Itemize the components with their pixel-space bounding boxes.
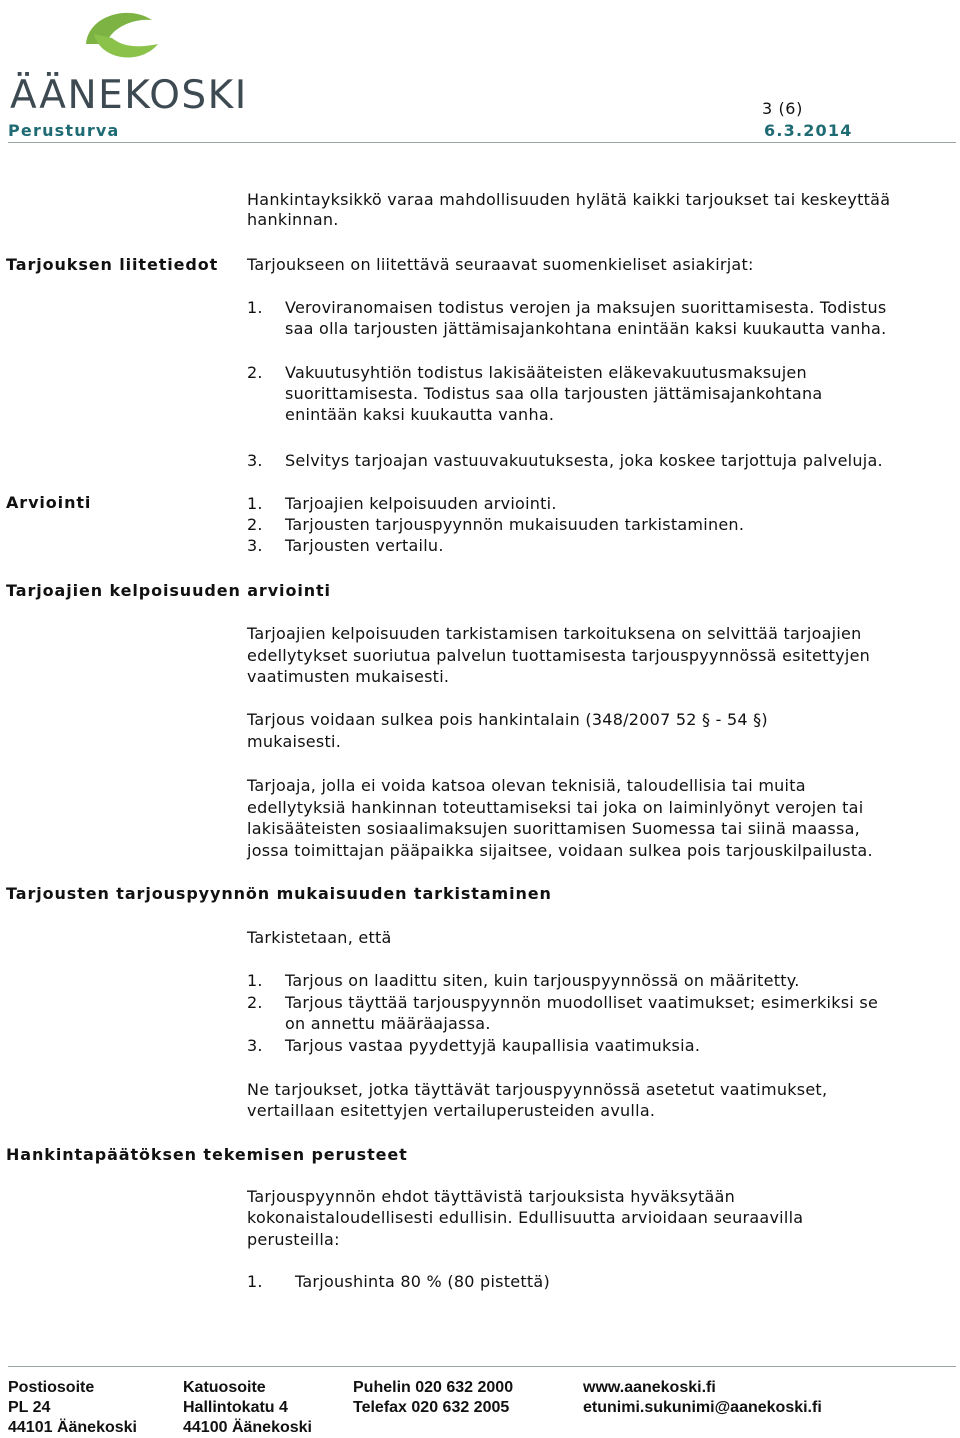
footer-street-label: Katuosoite: [183, 1379, 266, 1396]
header-divider: [8, 142, 956, 143]
footer-street-city: 44100 Äänekoski: [183, 1419, 312, 1436]
footer-email-link[interactable]: etunimi.sukunimi@aanekoski.fi: [583, 1399, 822, 1416]
evaluation-1-number: 1.: [247, 494, 263, 513]
criterion-1-text: Tarjoushinta 80 % (80 pistettä): [295, 1272, 550, 1291]
document-date: 6.3.2014: [764, 121, 853, 140]
evaluation-2-text: Tarjousten tarjouspyynnön mukaisuuden tarkistaminen.: [285, 515, 745, 534]
section-heading-attachments: Tarjouksen liitetiedot: [6, 255, 219, 274]
attachment-2-number: 2.: [247, 363, 263, 382]
attachments-intro: Tarjoukseen on liitettävä seuraavat suomenkieliset asiakirjat:: [247, 255, 754, 274]
eligibility-p1-line-1: Tarjoajien kelpoisuuden tarkistamisen tarkoituksena on selvittää tarjoajien: [247, 624, 862, 643]
footer-divider: [8, 1366, 956, 1367]
conformity-1-number: 1.: [247, 971, 263, 990]
eligibility-p3-line-2: edellytyksiä hankinnan toteuttamiseksi tai joka on laiminlyönyt verojen tai: [247, 798, 864, 817]
footer-street-address: Hallintokatu 4: [183, 1399, 288, 1416]
conformity-intro: Tarkistetaan, että: [247, 928, 392, 947]
conformity-closing-line-1: Ne tarjoukset, jotka täyttävät tarjouspyynnössä asetetut vaatimukset,: [247, 1080, 828, 1099]
footer-phone: Puhelin 020 632 2000: [353, 1379, 514, 1396]
conformity-2-number: 2.: [247, 993, 263, 1012]
eligibility-p2-line-1: Tarjous voidaan sulkea pois hankintalain (348/2007 52 § - 54 §): [247, 710, 768, 729]
footer-postal-box: PL 24: [8, 1399, 51, 1416]
conformity-1-line-1: Tarjous on laadittu siten, kuin tarjouspyynnössä on määritetty.: [285, 971, 800, 990]
attachment-1-line-2: saa olla tarjousten jättämisajankohtana enintään kaksi kuukautta vanha.: [285, 319, 887, 338]
footer-fax: Telefax 020 632 2005: [353, 1399, 510, 1416]
section-heading-evaluation: Arviointi: [6, 493, 92, 512]
conformity-2-line-2: on annettu määräajassa.: [285, 1014, 491, 1033]
evaluation-2-number: 2.: [247, 515, 263, 534]
conformity-3-line-1: Tarjous vastaa pyydettyjä kaupallisia vaatimuksia.: [285, 1036, 701, 1055]
conformity-2-line-1: Tarjous täyttää tarjouspyynnön muodolliset vaatimukset; esimerkiksi se: [285, 993, 879, 1012]
decision-line-1: Tarjouspyynnön ehdot täyttävistä tarjouksista hyväksytään: [247, 1187, 736, 1206]
section-heading-conformity: Tarjousten tarjouspyynnön mukaisuuden tarkistaminen: [6, 884, 552, 903]
eligibility-p3-line-4: jossa toimittajan pääpaikka sijaitsee, voidaan sulkea pois tarjouskilpailusta.: [247, 841, 873, 860]
conformity-closing-line-2: vertaillaan esitettyjen vertailuperusteiden avulla.: [247, 1101, 656, 1120]
aanekoski-logo: [8, 4, 248, 112]
footer-postal-city: 44101 Äänekoski: [8, 1419, 137, 1436]
section-heading-eligibility: Tarjoajien kelpoisuuden arviointi: [6, 581, 331, 600]
evaluation-3-text: Tarjousten vertailu.: [285, 536, 444, 555]
attachment-1-number: 1.: [247, 298, 263, 317]
intro-line-2: hankinnan.: [247, 210, 339, 229]
eligibility-p3-line-3: lakisääteisten sosiaalimaksujen suorittamisen Suomessa tai siinä maassa,: [247, 819, 860, 838]
footer-postal-label: Postiosoite: [8, 1379, 95, 1396]
eligibility-p2-line-2: mukaisesti.: [247, 732, 342, 751]
section-heading-decision: Hankintapäätöksen tekemisen perusteet: [6, 1145, 408, 1164]
evaluation-3-number: 3.: [247, 536, 263, 555]
evaluation-1-text: Tarjoajien kelpoisuuden arviointi.: [285, 494, 557, 513]
attachment-3-number: 3.: [247, 451, 263, 470]
decision-line-3: perusteilla:: [247, 1230, 340, 1249]
attachment-2-line-2: suorittamisesta. Todistus saa olla tarjousten jättämisajankohtana: [285, 384, 823, 403]
attachment-3-line-1: Selvitys tarjoajan vastuuvakuutuksesta, joka koskee tarjottuja palveluja.: [285, 451, 883, 470]
conformity-3-number: 3.: [247, 1036, 263, 1055]
criterion-1-number: 1.: [247, 1272, 263, 1291]
logo-mark-dot: [127, 27, 141, 41]
eligibility-p3-line-1: Tarjoaja, jolla ei voida katsoa olevan teknisiä, taloudellisia tai muita: [247, 776, 806, 795]
decision-line-2: kokonaistaloudellisesti edullisin. Edullisuutta arvioidaan seuraavilla: [247, 1208, 804, 1227]
logo-mark-lower: [94, 34, 158, 57]
page-number: 3 (6): [762, 99, 803, 118]
eligibility-p1-line-2: edellytykset suoriutua palvelun tuottamisesta tarjouspyynnössä esitettyjen: [247, 646, 871, 665]
attachment-2-line-3: enintään kaksi kuukautta vanha.: [285, 405, 555, 424]
attachment-2-line-1: Vakuutusyhtiön todistus lakisääteisten eläkevakuutusmaksujen: [285, 363, 807, 382]
logo-wordmark: ÄÄNEKOSKI: [10, 73, 248, 112]
eligibility-p1-line-3: vaatimusten mukaisesti.: [247, 667, 450, 686]
footer-website-link[interactable]: www.aanekoski.fi: [583, 1379, 716, 1396]
attachment-1-line-1: Veroviranomaisen todistus verojen ja maksujen suorittamisesta. Todistus: [285, 298, 887, 317]
department-label: Perusturva: [8, 121, 120, 140]
intro-line-1: Hankintayksikkö varaa mahdollisuuden hylätä kaikki tarjoukset tai keskeyttää: [247, 190, 891, 209]
